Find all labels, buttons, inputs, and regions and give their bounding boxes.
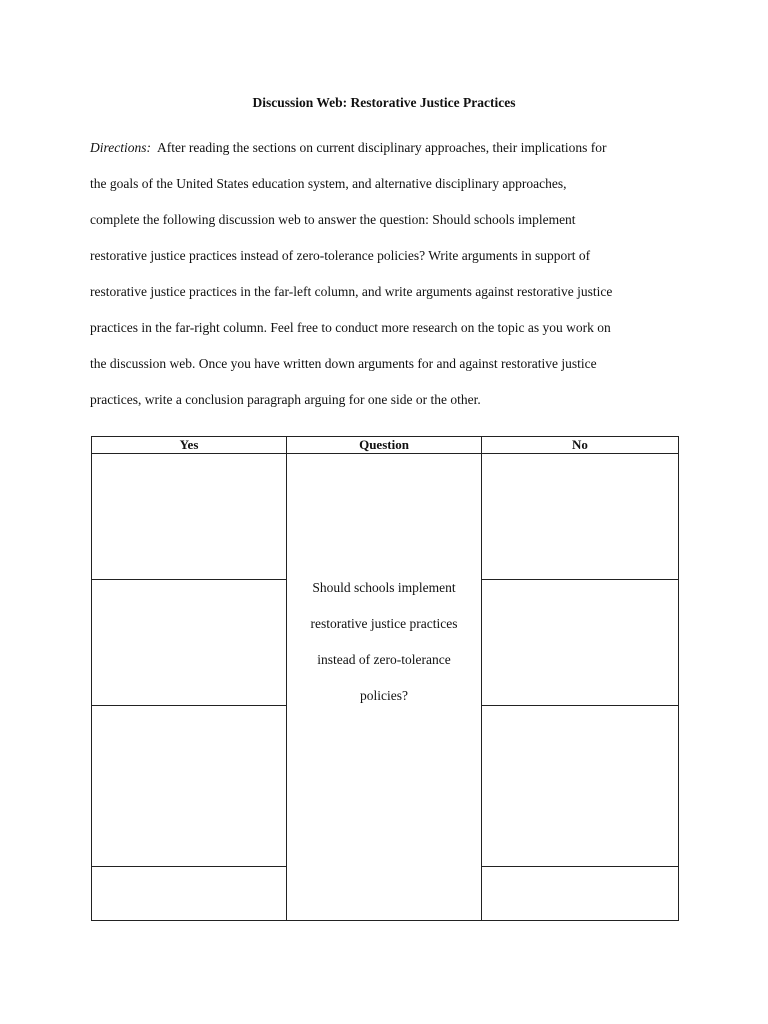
directions-paragraph xyxy=(90,130,690,418)
table-row xyxy=(92,454,679,580)
header-no: No xyxy=(482,437,679,454)
discussion-web-table xyxy=(91,436,679,921)
yes-argument-cell-4 xyxy=(92,867,287,921)
directions-line: the discussion web. Once you have written down arguments for and against restorative justice xyxy=(90,356,597,371)
directions-line xyxy=(90,130,690,166)
no-argument-cell-3 xyxy=(482,706,679,867)
directions-line: complete the following discussion web to answer the question: Should schools implement xyxy=(90,212,576,227)
table-header-row xyxy=(92,437,679,454)
question-line: restorative justice practices xyxy=(310,616,458,631)
directions-line: restorative justice practices instead of zero-tolerance policies? Write arguments in support of xyxy=(90,248,591,263)
no-argument-cell-1 xyxy=(482,454,679,580)
question-cell xyxy=(287,454,482,921)
document-title: Discussion Web: Restorative Justice Practices xyxy=(252,95,516,110)
no-argument-cell-2 xyxy=(482,580,679,706)
question-line: instead of zero-tolerance xyxy=(317,652,451,667)
directions-line: practices in the far-right column. Feel free to conduct more research on the topic as you work on xyxy=(90,320,611,335)
directions-label: Directions: xyxy=(90,140,151,155)
no-argument-cell-4 xyxy=(482,867,679,921)
yes-argument-cell-3 xyxy=(92,706,287,867)
directions-line: practices, write a conclusion paragraph arguing for one side or the other. xyxy=(90,392,481,407)
header-question: Question xyxy=(287,437,482,454)
yes-argument-cell-2 xyxy=(92,580,287,706)
question-line: Should schools implement xyxy=(312,580,456,595)
directions-line: the goals of the United States education system, and alternative disciplinary approaches, xyxy=(90,176,567,191)
yes-argument-cell-1 xyxy=(92,454,287,580)
directions-line-text: After reading the sections on current disciplinary approaches, their implications for xyxy=(157,140,607,155)
directions-line: restorative justice practices in the far-left column, and write arguments against restorative justice xyxy=(90,284,613,299)
question-line: policies? xyxy=(360,688,408,703)
header-yes: Yes xyxy=(92,437,287,454)
